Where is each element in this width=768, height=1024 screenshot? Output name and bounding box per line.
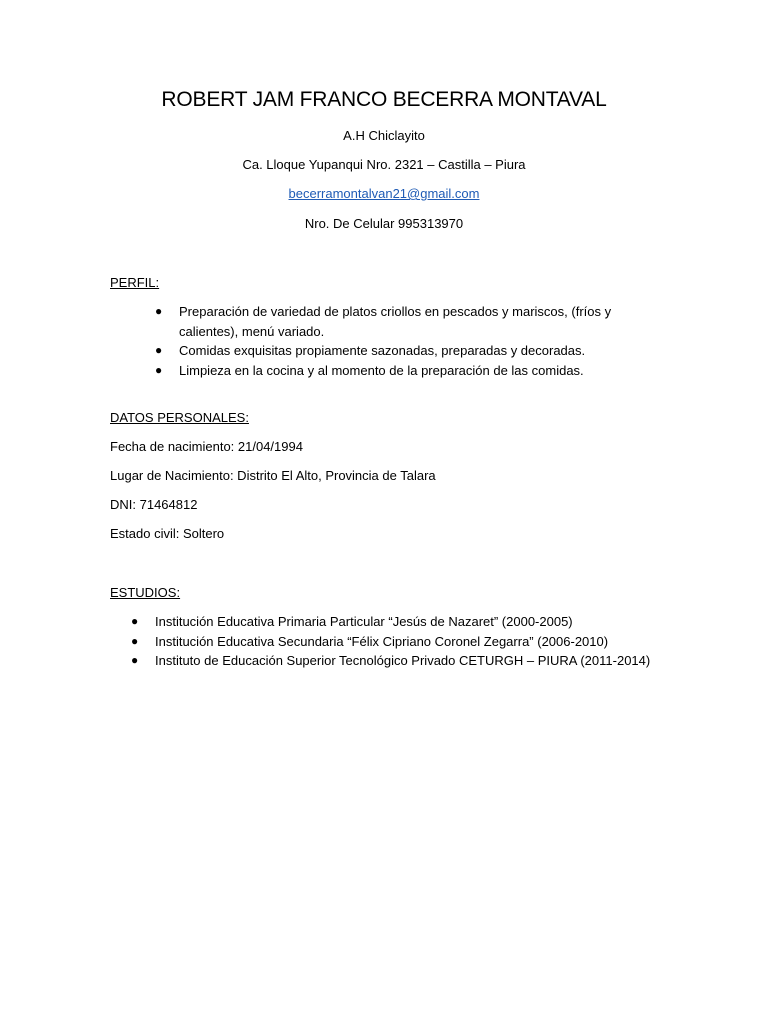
phone-line: Nro. De Celular 995313970	[304, 216, 464, 231]
list-item-text: Comidas exquisitas propiamente sazonadas, preparadas y decoradas.	[179, 343, 586, 358]
civil-status: Estado civil: Soltero	[110, 526, 225, 541]
locality-line: A.H Chiclayito	[343, 128, 425, 143]
estudios-list	[131, 612, 651, 671]
bullet-icon: ●	[155, 343, 163, 357]
list-item	[131, 612, 651, 632]
address-line: Ca. Lloque Yupanqui Nro. 2321 – Castilla – Piura	[242, 157, 526, 172]
list-item-text: Preparación de variedad de platos criollos en pescados y mariscos, (fríos y calientes), menú variado.	[179, 304, 612, 339]
estudios-heading: ESTUDIOS:	[110, 585, 181, 600]
dni: DNI: 71464812	[110, 497, 198, 512]
list-item	[155, 361, 655, 381]
list-item	[155, 302, 655, 341]
birth-place: Lugar de Nacimiento: Distrito El Alto, Provincia de Talara	[110, 468, 436, 483]
perfil-heading: PERFIL:	[110, 275, 160, 290]
bullet-icon: ●	[131, 614, 139, 628]
email-link[interactable]: becerramontalvan21@gmail.com	[288, 186, 480, 201]
candidate-name: ROBERT JAM FRANCO BECERRA MONTAVAL	[161, 88, 607, 111]
birth-date: Fecha de nacimiento: 21/04/1994	[110, 439, 303, 454]
bullet-icon: ●	[131, 633, 139, 648]
email-line	[0, 186, 768, 201]
list-item	[155, 341, 655, 361]
bullet-icon: ●	[131, 653, 139, 667]
bullet-icon: ●	[155, 362, 163, 377]
list-item-text: Limpieza en la cocina y al momento de la preparación de las comidas.	[179, 362, 584, 378]
datos-heading: DATOS PERSONALES:	[110, 410, 249, 425]
list-item-text: Instituto de Educación Superior Tecnológico Privado CETURGH – PIURA (2011-2014)	[155, 653, 651, 668]
list-item	[131, 651, 651, 671]
perfil-list	[155, 302, 655, 380]
list-item-text: Institución Educativa Secundaria “Félix Cipriano Coronel Zegarra” (2006-2010)	[155, 633, 609, 649]
bullet-icon: ●	[155, 304, 163, 318]
list-item-text: Institución Educativa Primaria Particular “Jesús de Nazaret” (2000-2005)	[155, 614, 573, 629]
list-item	[131, 632, 651, 652]
